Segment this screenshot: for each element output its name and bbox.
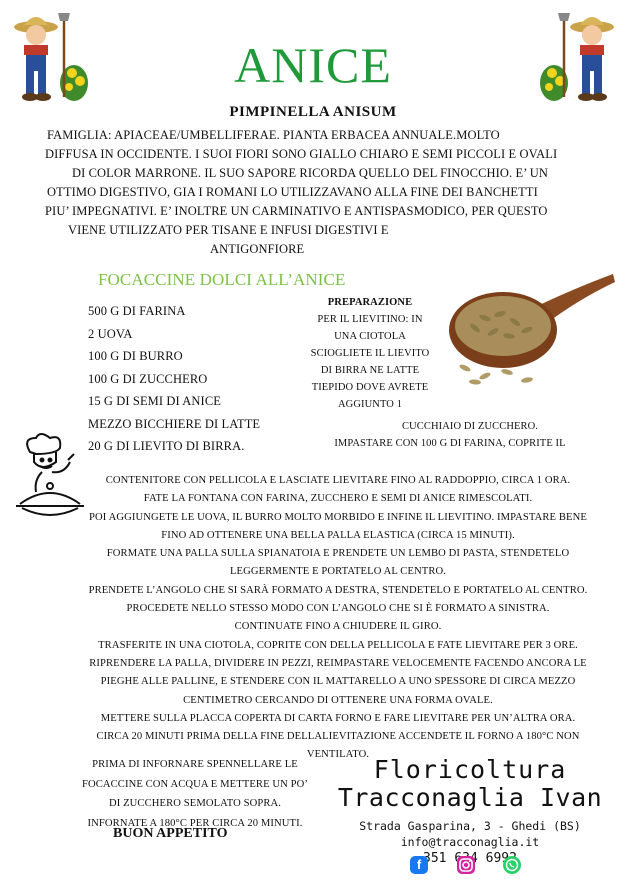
ingredient-item: 2 UOVA — [88, 326, 133, 341]
ingredient-item: 500 G DI FARINA — [88, 304, 186, 318]
brand-name-line1: Floricoltura — [373, 755, 567, 784]
intro-line: PIU’ IMPEGNATIVI. E’ INOLTRE UN CARMINATIVO E ANTISPASMODICO, PER QUESTO — [45, 204, 548, 218]
preparation-line: AGGIUNTO 1 — [337, 399, 403, 410]
ingredient-item: 15 G DI SEMI DI ANICE — [88, 394, 221, 408]
step-line: PRENDETE L’ANGOLO CHE SI SARÀ FORMATO A DESTRA, STENDETELO E PORTATELO AL CENTRO. — [88, 584, 588, 596]
step-line: FINO AD OTTENERE UNA BELLA PALLA ELASTICA (CIRCA 15 MINUTI). — [161, 529, 515, 541]
brand-phone: 351 6992 — [423, 851, 517, 866]
preparation-line: IMPASTARE CON 100 G DI FARINA, COPRITE IL — [334, 438, 566, 449]
step-line: TRASFERITE IN UNA CIOTOLA, COPRITE CON DELLA PELLICOLA E FATE LIEVITARE PER 3 ORE. — [98, 639, 578, 651]
step-line: PIEGHE ALLE PALLINE, E STENDERE CON IL MATTARELLO A UNO SPESSORE DI CIRCA MEZZO — [100, 676, 576, 688]
preparation-line: SCIOGLIETE IL LIEVITO — [310, 348, 430, 359]
step-line: CONTENITORE CON PELLICOLA E LASCIATE LIEVITARE FINO AL RADDOPPIO, CIRCA 1 ORA. — [105, 475, 571, 486]
final-line: INFORNATE A 180°C PER CIRCA 20 MINUTI. — [87, 817, 303, 829]
recipe-title: FOCACCINE DOLCI ALL’ANICE — [98, 270, 346, 289]
ingredient-item: 100 G DI BURRO — [88, 349, 183, 363]
intro-line: OTTIMO DIGESTIVO, GIA I ROMANI LO UTILIZZAVANO ALLA FINE DEI BANCHETTI — [47, 185, 538, 199]
preparation-steps — [58, 472, 618, 765]
brand-address: Strada Gasparina, 3 - Ghedi (BS) — [359, 819, 581, 833]
intro-line: FAMIGLIA: APIACEAE/UMBELLIFERAE. PIANTA ERBACEA ANNUALE.MOLTO — [47, 128, 500, 142]
preparation-line: TIEPIDO DOVE AVRETE — [311, 382, 429, 393]
final-line: FOCACCINE CON ACQUA E METTERE UN PO’ — [81, 778, 309, 790]
final-line: DI ZUCCHERO SEMOLATO SOPRA. — [108, 798, 282, 809]
closing-text: BUON APPETITO — [113, 826, 228, 841]
step-line: FATE LA FONTANA CON FARINA, ZUCCHERO E SEMI DI ANICE RIMESCOLATI. — [143, 493, 533, 505]
facebook-icon[interactable]: f — [410, 856, 428, 874]
preparation-intro — [300, 294, 440, 413]
step-line: LEGGERMENTE E PORTATELO AL CENTRO. — [229, 566, 447, 578]
whatsapp-icon[interactable] — [503, 856, 521, 874]
intro-line: VIENE UTILIZZATO PER TISANE E INFUSI DIGESTIVI E — [68, 223, 389, 237]
step-line: CONTINUATE FINO A CHIUDERE IL GIRO. — [234, 621, 442, 633]
brand-block — [322, 756, 618, 867]
ingredient-item: MEZZO BICCHIERE DI LATTE — [88, 416, 261, 431]
brand-name-line2: Tracconaglia Ivan — [337, 783, 603, 812]
preparation-line: PER IL LIEVITINO: IN — [317, 314, 423, 325]
final-line: PRIMA DI INFORNARE SPENNELLARE LE — [92, 759, 298, 770]
step-line: CIRCA 20 MINUTI PRIMA DELLA FINE DELLALIEVITAZIONE ACCENDETE IL FORNO A 180°C NON — [96, 731, 580, 743]
preparation-continued — [310, 418, 590, 452]
step-line: METTERE SULLA PLACCA COPERTA DI CARTA FORNO E FARE LIEVITARE PER UN’ALTRA ORA. — [100, 712, 576, 724]
final-instructions — [80, 755, 310, 833]
intro-line: ANTIGONFIORE — [210, 242, 305, 256]
intro-line: DIFFUSA IN OCCIDENTE. I SUOI FIORI SONO GIALLO CHIARO E SEMI PICCOLI E OVALI — [45, 147, 558, 161]
step-line: CENTIMETRO CERCANDO DI OTTENERE UNA FORMA OVALE. — [183, 694, 493, 706]
preparation-line: DI BIRRA NE LATTE — [320, 365, 420, 376]
brand-email[interactable]: info@tracconaglia.it — [400, 835, 540, 849]
ingredient-item: 100 G DI ZUCCHERO — [88, 371, 208, 386]
step-line: FORMATE UNA PALLA SULLA SPIANATOIA E PRENDETE UN LEMBO DI PASTA, STENDETELO — [106, 548, 570, 560]
preparation-line: CUCCHIAIO DI ZUCCHERO. — [401, 421, 539, 432]
whatsapp-glyph-icon — [503, 856, 521, 874]
anise-seeds-spoon-image — [445, 268, 615, 390]
plant-scientific-name: PIMPINELLA ANISUM — [229, 104, 397, 120]
ingredient-item: 20 G DI LIEVITO DI BIRRA. — [88, 439, 245, 453]
instagram-icon[interactable] — [457, 856, 475, 874]
step-line: PROCEDETE NELLO STESSO MODO CON L’ANGOLO CHE SI È FORMATO A SINISTRA. — [126, 603, 550, 615]
intro-paragraph — [0, 126, 626, 259]
preparation-line: UNA CIOTOLA — [334, 331, 406, 342]
page-title: ANICE — [234, 37, 392, 93]
step-line: POI AGGIUNGETE LE UOVA, IL BURRO MOLTO MORBIDO E INFINE IL LIEVITINO. IMPASTARE BENE — [89, 511, 587, 523]
intro-line: DI COLOR MARRONE. IL SUO SAPORE RICORDA QUELLO DEL FINOCCHIO. E’ UN — [72, 166, 549, 180]
preparation-heading: PREPARAZIONE — [327, 297, 413, 308]
step-line: VENTILATO. — [306, 749, 370, 761]
step-line: RIPRENDERE LA PALLA, DIVIDERE IN PEZZI, REIMPASTARE VELOCEMENTE FACENDO ANCORA LE — [89, 657, 587, 669]
ingredients-list — [88, 300, 260, 458]
instagram-glyph-icon — [457, 856, 475, 874]
